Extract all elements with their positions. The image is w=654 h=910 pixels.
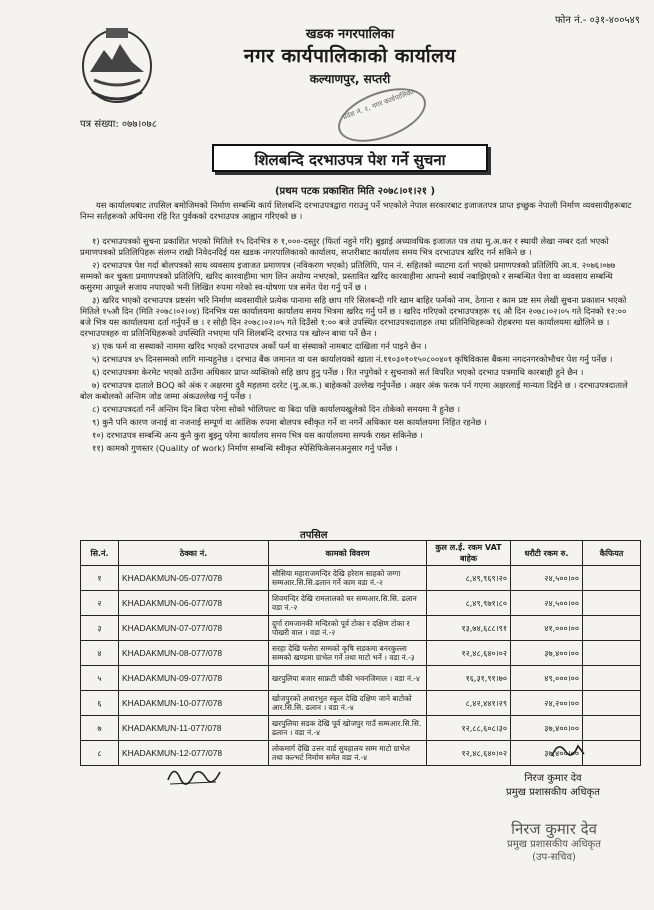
clause: ११) कामको गुणस्तर (Quality of work) निर्माण सम्बन्धि स्वीकृत स्पेसिफिकेसनअनुसार गर्नु पर्नेछ । <box>92 443 398 453</box>
notice-title: शिलबन्दि दरभाउपत्र पेश गर्ने सुचना <box>212 144 488 172</box>
table-row <box>81 566 641 591</box>
cell-sn: ४ <box>81 641 119 666</box>
cell-remark <box>583 716 641 741</box>
clause: ६) दरभाउपत्रमा केरमेट भएको ठाउँमा अधिकार प्राप्त व्यक्तिको सहि छाप हुनु पर्नेछ । रित नपुगेको र सुचनाको सर्त विपरित भएको दरभाउ पत्रमाथि कारबाही हुने छैन । <box>92 367 584 377</box>
cell-remark <box>583 591 641 616</box>
office-location: कल्याणपुर, सप्तरी <box>309 72 391 86</box>
cell-remark <box>583 666 641 691</box>
cell-deposit: ४९,०००।०० <box>511 666 583 691</box>
clause: १) दरभाउपत्रको सुचना प्रकाशित भएको मितिले १५ दिनभित्र रु १,०००-दस्तुर (फिर्ता नहुने गरि) बुझाई अध्यावधिक इजाजत पत्र तथा मु.अ.कर र स्थायी लेखा नम्बर दर्ता भएको प्रमाणपत्रको प्रतिलिपिहरू संलग्न राखी निवेदनदिई यस खडक नगरपालिकाको कार्यालय, सप्तरीबाट कार्यालय समय भित्र दरभाउपत्र खरिद गर्न सकिने छ । <box>80 236 609 257</box>
signatory-title: प्रमुख प्रशासकीय अधिकृत <box>506 787 600 798</box>
clause: ९) कुनै पनि कारण जनाई वा नजनाई सम्पूर्ण वा आंशिक रुपमा बोलपत्र स्वीकृत गर्ने वा नगर्ने अधिकार यस कार्यालयमा निहित रहनेछ । <box>92 417 487 427</box>
cell-sn: ६ <box>81 691 119 716</box>
cell-sn: ५ <box>81 666 119 691</box>
cell-deposit: ३७,४००।०० <box>511 641 583 666</box>
cell-description: शिवमन्दिर देखि रामलालको घर सम्मआर.सि.सि. ढलान वडा नं.-२ <box>269 591 427 616</box>
stamp-title: प्रमुख प्रशासकीय अधिकृत <box>507 839 601 850</box>
cell-deposit: ३७,४००।०० <box>511 716 583 741</box>
header-cost: कुल ल.ई. रकम VAT बाहेक <box>427 541 511 566</box>
clause: २) दरभाउपत्र पेश गर्दा बोलपत्रको साथ व्यवसाय इजाजत प्रमाणपत्र (नविकरण भएको) प्रतिलिपि, पान नं. सहितको व्याटमा दर्ता भएको प्रमाणपत्रको प्रतिलिपि आ.व. २०७६।०७७ सम्मको कर चुक्ता प्रमाणपत्रको प्रतिलिपि, खरिद कारवाहीमा भाग लिन अयोग्य नभएको, प्रस्तावित खरिद कारवाहीमा आफ्नो स्वार्थ नबाझिएको र सम्बन्धित पेशा वा व्यवसाय सम्बन्धि कसुरमा आफूले सजाय नपाएको भनी लिखित रुपमा गरेको स्व-घोषणा पत्र समेत पेश गर्नु पर्ने छ । <box>80 260 616 292</box>
stamp-name: निरज कुमार देव <box>511 820 597 838</box>
table-header-row <box>81 541 641 566</box>
cell-deposit: ३७,४००।०० <box>511 741 583 766</box>
cell-cost: ८,४९,९७१।८० <box>427 591 511 616</box>
publication-date: (प्रथम पटक प्रकाशित मिति २०७८।०१।२१ ) <box>274 186 436 197</box>
cell-deposit: २४,२००।०० <box>511 691 583 716</box>
cell-description: दुर्गा रामजानकी मन्दिरको पूर्व टोका र दक्षिण टोका र पोखरी वाल । वडा नं.-२ <box>269 616 427 641</box>
table-row <box>81 616 641 641</box>
office-name: नगर कार्यपालिकाको कार्यालय <box>243 45 457 67</box>
cell-cost: १२,४८,६४०।०२ <box>427 741 511 766</box>
cell-contract-no: KHADAKMUN-05-077/078 <box>119 566 269 591</box>
header-deposit: धरौटी रकम रु. <box>511 541 583 566</box>
office-stamp: प्रदेश नं. २, नगर कार्यपालिका <box>331 78 433 153</box>
cell-contract-no: KHADAKMUN-09-077/078 <box>119 666 269 691</box>
contracts-table <box>80 540 641 766</box>
cell-sn: २ <box>81 591 119 616</box>
cell-sn: ८ <box>81 741 119 766</box>
cell-cost: १३,७४,६८८।९१ <box>427 616 511 641</box>
cell-description: लोकमार्ग देखि उत्तर वार्ड सुयहालय सम्म माटो ग्राभेल तथा कल्भर्ट निर्माण समेत वडा नं.-४ <box>269 741 427 766</box>
notice-clauses <box>80 236 636 456</box>
name-stamp <box>474 820 634 864</box>
stamp-subtitle: (उप-सचिव) <box>532 852 576 863</box>
cell-contract-no: KHADAKMUN-12-077/078 <box>119 741 269 766</box>
cell-sn: ७ <box>81 716 119 741</box>
signatory-name: निरज कुमार देव <box>524 773 582 784</box>
table-row <box>81 641 641 666</box>
cell-description: खरपुलिया बजार साफ्रटी चौकी भवनजिमाल । वडा नं.-४ <box>269 666 427 691</box>
clause: ५) दरभाउपत्र ४५ दिनसम्मको लागि मान्यहुनेछ । दरभाउ बैंक जमानत वा यस कार्यालयको खाता नं.११०३०१०१५०८००४०१ कृषिविकास बैंकमा नगदनगरकोभौचर पेश गर्नु पर्नेछ । <box>92 354 613 364</box>
cell-contract-no: KHADAKMUN-11-077/078 <box>119 716 269 741</box>
cell-remark <box>583 691 641 716</box>
handwritten-signature-left <box>164 760 224 790</box>
clause: ३) खरिद भएको दरभाउपत्र प्रष्टसंग भरि निर्माण व्यवसायीले प्रत्येक पानामा सहि छाप गरि सिलबन्दी गरि खाम बाहिर फर्मको नाम, ठेगाना र काम प्रष्ट सम लेखी सुचना प्रकाशन भएको मितिले १५औ दिन (मिति २०७८।०२।०४) दिनभित्र यस कार्यालयमा कार्यालय समय भित्रमा खरिद गर्नु पर्ने छ । खरिद गरिएको दरभाउपत्रहरू १६ औ दिन २०७८।०२।०५ गते दिनको १२:०० बजे भित्र यस कार्यालयमा दर्ता गर्नुपर्ने छ । र सोही दिन २०७८।०२।०५ गते दिउँसो १:०० बजे उपस्थित दरभाउपत्रदाताहरु तथा प्रतिनिधिहरूको रोहबरमा यस कार्यालयमा खोलिने छ । दरभाउपत्रहरु वा प्रतिनिधिहरूको उपस्थिति नभएमा पनि शिलबन्दि दरभाउ पत्र खोल्न बाधा पर्ने छैन । <box>80 295 627 338</box>
reference-number: पत्र संख्या: ०७७।०७८ <box>80 119 157 130</box>
handwritten-signature-right <box>548 738 588 762</box>
cell-description: सरहा देखि फसेरा सम्मको कृषि सडकमा बनरकुल्ला सम्मको खण्डमा ग्राभेल गर्ने तथा माटो भर्ने । वडा नं.-३ <box>269 641 427 666</box>
clause: १०) दरभाउपत्र सम्बन्धि अन्य कुनै कुरा बुझ्नु परेमा कार्यालय समय भित्र यस कार्यालयमा सम्पर्क राख्न सकिनेछ । <box>92 430 423 440</box>
cell-deposit: २४,५००।०० <box>511 591 583 616</box>
signatory-block <box>498 772 608 800</box>
cell-cost: १२,४८,६४०।०२ <box>427 641 511 666</box>
header-sn: सि.नं. <box>81 541 119 566</box>
cell-description: खरपुलिया सडक देखि पूर्व खोजपुर गाउँ सम्मआर.सि.सि. ढलान । वडा नं.-४ <box>269 716 427 741</box>
cell-sn: १ <box>81 566 119 591</box>
header-remark: कैफियत <box>583 541 641 566</box>
cell-contract-no: KHADAKMUN-08-077/078 <box>119 641 269 666</box>
cell-remark <box>583 566 641 591</box>
cell-contract-no: KHADAKMUN-06-077/078 <box>119 591 269 616</box>
table-row <box>81 716 641 741</box>
clause: ८) दरभाउपत्रदर्ता गर्ने अन्तिम दिन बिदा परेमा सोको भोलिपल्ट वा बिदा पछि कार्यालयखुलेको दिन तोकेको समयमा नै हुनेछ । <box>92 404 461 414</box>
cell-cost: ८,४९,९६९।२० <box>427 566 511 591</box>
phone-number: फोन नं.- ०३१-४००५४९ <box>555 15 640 26</box>
table-row <box>81 591 641 616</box>
cell-description: सौसिया महाराजमन्दिर देखि हरेराम साहको जग्गा सम्मआर.सि.सि.ढलान गर्ने काम वडा नं.-२ <box>269 566 427 591</box>
table-caption: तपसिल <box>300 530 328 541</box>
cell-sn: ३ <box>81 616 119 641</box>
table-row <box>81 691 641 716</box>
header-contract-no: ठेक्का नं. <box>119 541 269 566</box>
cell-deposit: ४१,०००।०० <box>511 616 583 641</box>
cell-remark <box>583 741 641 766</box>
clause: ७) दरभाउपत्र दाताले BOQ को अंक र अक्षरमा दुवै महलमा दररेट (मु.अ.क.) बाहेकको उल्लेख गर्नुपर्नेछ । अक्षर अंक फरक पर्न गएमा अक्षरलाई मान्यता दिईने छ । दरभाउपत्रदाताले बोल कबोलको अन्तिम जोड जम्मा अंकउल्लेख गर्नु पर्नेछ । <box>80 380 628 401</box>
cell-cost: १२,८८,६०८।३० <box>427 716 511 741</box>
clause: ४) एक फर्म वा सस्थाको नाममा खरिद भएको दरभाउपत्र अर्को फर्म वा संस्थाको नामबाट दाखिला गर्न पाइने छैन । <box>92 341 427 351</box>
cell-remark <box>583 641 641 666</box>
table-row <box>81 666 641 691</box>
cell-remark <box>583 616 641 641</box>
municipality-name: खडक नगरपालिका <box>305 27 395 42</box>
cell-contract-no: KHADAKMUN-07-077/078 <box>119 616 269 641</box>
cell-description: खोजपुरको अधारभुत स्कूल देखि दक्षिण जाने बाटोको आर.सि.सि. ढलान । वडा नं.-४ <box>269 691 427 716</box>
cell-deposit: २४,५००।०० <box>511 566 583 591</box>
cell-cost: ८,४२,४४१।२९ <box>427 691 511 716</box>
cell-cost: १६,३१,९१।७० <box>427 666 511 691</box>
header-description: कामको विवरण <box>269 541 427 566</box>
notice-intro: यस कार्यालयबाट तपसिल बमोजिमको निर्माण सम्बन्धि कार्य शिलबन्दि दरभाउपत्रद्वारा गराउनु पर्ने भएकोले नेपाल सरकारबाट इजाजतपत्र प्राप्त इच्छुक नेपाली निर्माण व्यवसायीहरूबाट निम्न सर्तहरूको अधिनमा रहि रित पुर्वकको दरभाउपत्र आह्वान गरिएको छ । <box>80 200 632 221</box>
cell-contract-no: KHADAKMUN-10-077/078 <box>119 691 269 716</box>
nepal-emblem-icon <box>80 20 154 106</box>
